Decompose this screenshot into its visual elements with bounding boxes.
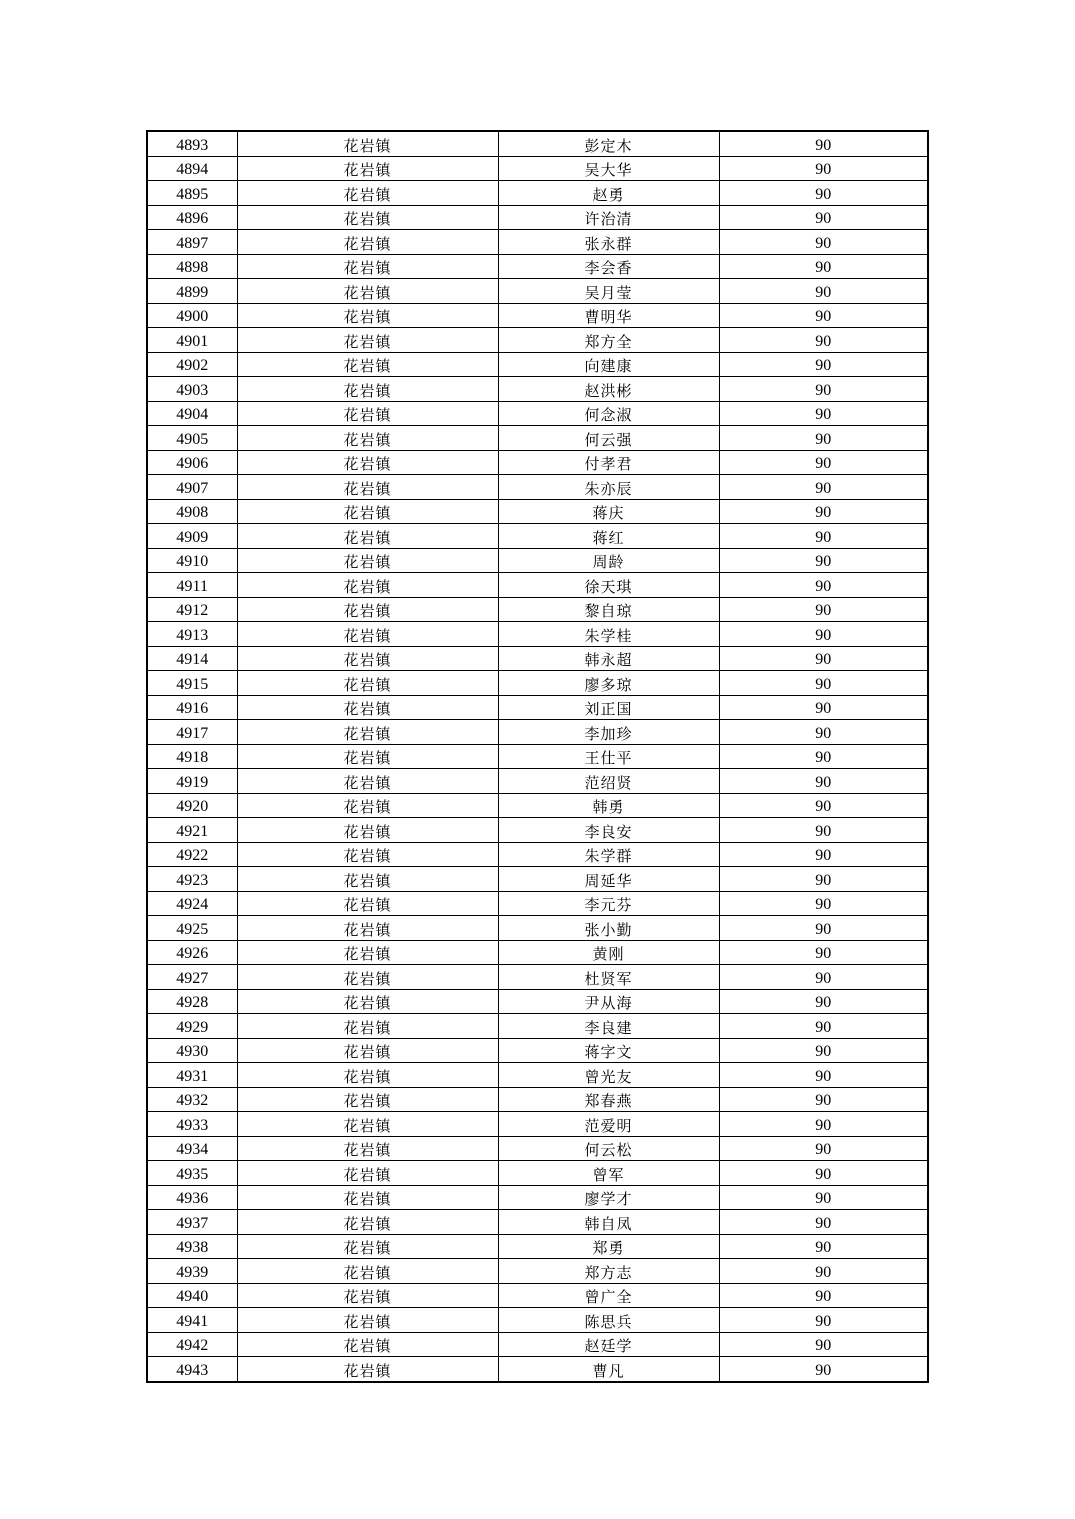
table-row (147, 573, 928, 598)
row-number-cell: 4913 (147, 622, 237, 647)
person-name-cell: 何云强 (498, 426, 719, 451)
table-row (147, 524, 928, 549)
row-number-cell: 4915 (147, 671, 237, 696)
table-row (147, 646, 928, 671)
town-cell: 花岩镇 (237, 401, 498, 426)
person-name-cell: 朱学桂 (498, 622, 719, 647)
score-cell: 90 (719, 842, 928, 867)
score-cell: 90 (719, 891, 928, 916)
person-name-cell: 李会香 (498, 254, 719, 279)
town-cell: 花岩镇 (237, 646, 498, 671)
table-row (147, 450, 928, 475)
row-number-cell: 4922 (147, 842, 237, 867)
town-cell: 花岩镇 (237, 426, 498, 451)
person-name-cell: 张永群 (498, 230, 719, 255)
town-cell: 花岩镇 (237, 1234, 498, 1259)
town-cell: 花岩镇 (237, 1332, 498, 1357)
person-name-cell: 付孝君 (498, 450, 719, 475)
person-name-cell: 周龄 (498, 548, 719, 573)
row-number-cell: 4930 (147, 1038, 237, 1063)
table-row (147, 1014, 928, 1039)
person-name-cell: 王仕平 (498, 744, 719, 769)
person-name-cell: 陈思兵 (498, 1308, 719, 1333)
score-cell: 90 (719, 181, 928, 206)
town-cell: 花岩镇 (237, 450, 498, 475)
row-number-cell: 4918 (147, 744, 237, 769)
town-cell: 花岩镇 (237, 1063, 498, 1088)
person-name-cell: 范爱明 (498, 1112, 719, 1137)
table-row (147, 744, 928, 769)
person-name-cell: 韩自凤 (498, 1210, 719, 1235)
town-cell: 花岩镇 (237, 181, 498, 206)
person-name-cell: 吴大华 (498, 156, 719, 181)
score-cell: 90 (719, 573, 928, 598)
score-cell: 90 (719, 622, 928, 647)
person-name-cell: 李加珍 (498, 720, 719, 745)
row-number-cell: 4895 (147, 181, 237, 206)
town-cell: 花岩镇 (237, 916, 498, 941)
table-row (147, 1357, 928, 1382)
table-row (147, 205, 928, 230)
town-cell: 花岩镇 (237, 475, 498, 500)
table-row (147, 230, 928, 255)
table-row (147, 1185, 928, 1210)
score-cell: 90 (719, 131, 928, 156)
row-number-cell: 4919 (147, 769, 237, 794)
score-cell: 90 (719, 450, 928, 475)
town-cell: 花岩镇 (237, 671, 498, 696)
score-cell: 90 (719, 867, 928, 892)
town-cell: 花岩镇 (237, 989, 498, 1014)
table-row (147, 793, 928, 818)
town-cell: 花岩镇 (237, 1357, 498, 1382)
row-number-cell: 4914 (147, 646, 237, 671)
table-row (147, 842, 928, 867)
score-cell: 90 (719, 1136, 928, 1161)
row-number-cell: 4942 (147, 1332, 237, 1357)
row-number-cell: 4931 (147, 1063, 237, 1088)
row-number-cell: 4940 (147, 1283, 237, 1308)
person-name-cell: 黎自琼 (498, 597, 719, 622)
person-name-cell: 郑方志 (498, 1259, 719, 1284)
table-row (147, 156, 928, 181)
town-cell: 花岩镇 (237, 1210, 498, 1235)
town-cell: 花岩镇 (237, 279, 498, 304)
person-name-cell: 尹从海 (498, 989, 719, 1014)
town-cell: 花岩镇 (237, 891, 498, 916)
score-cell: 90 (719, 744, 928, 769)
town-cell: 花岩镇 (237, 1308, 498, 1333)
score-cell: 90 (719, 671, 928, 696)
town-cell: 花岩镇 (237, 303, 498, 328)
score-cell: 90 (719, 1308, 928, 1333)
score-cell: 90 (719, 230, 928, 255)
town-cell: 花岩镇 (237, 720, 498, 745)
town-cell: 花岩镇 (237, 793, 498, 818)
town-cell: 花岩镇 (237, 1161, 498, 1186)
row-number-cell: 4907 (147, 475, 237, 500)
row-number-cell: 4924 (147, 891, 237, 916)
score-cell: 90 (719, 818, 928, 843)
person-name-cell: 赵廷学 (498, 1332, 719, 1357)
town-cell: 花岩镇 (237, 1087, 498, 1112)
person-name-cell: 廖多琼 (498, 671, 719, 696)
table-row (147, 328, 928, 353)
person-name-cell: 蒋红 (498, 524, 719, 549)
table-row (147, 867, 928, 892)
score-cell: 90 (719, 1234, 928, 1259)
row-number-cell: 4899 (147, 279, 237, 304)
table-row (147, 916, 928, 941)
town-cell: 花岩镇 (237, 328, 498, 353)
row-number-cell: 4905 (147, 426, 237, 451)
person-name-cell: 曾军 (498, 1161, 719, 1186)
row-number-cell: 4933 (147, 1112, 237, 1137)
table-row (147, 891, 928, 916)
person-name-cell: 曹明华 (498, 303, 719, 328)
row-number-cell: 4941 (147, 1308, 237, 1333)
person-name-cell: 杜贤军 (498, 965, 719, 990)
person-name-cell: 赵勇 (498, 181, 719, 206)
town-cell: 花岩镇 (237, 524, 498, 549)
person-name-cell: 刘正国 (498, 695, 719, 720)
table-row (147, 1332, 928, 1357)
person-name-cell: 赵洪彬 (498, 377, 719, 402)
row-number-cell: 4911 (147, 573, 237, 598)
roster-table-body (147, 131, 928, 1382)
score-cell: 90 (719, 793, 928, 818)
town-cell: 花岩镇 (237, 744, 498, 769)
town-cell: 花岩镇 (237, 695, 498, 720)
score-cell: 90 (719, 597, 928, 622)
table-row (147, 499, 928, 524)
person-name-cell: 徐天琪 (498, 573, 719, 598)
score-cell: 90 (719, 1210, 928, 1235)
table-row (147, 622, 928, 647)
row-number-cell: 4893 (147, 131, 237, 156)
table-row (147, 1161, 928, 1186)
score-cell: 90 (719, 965, 928, 990)
person-name-cell: 张小勤 (498, 916, 719, 941)
person-name-cell: 何云松 (498, 1136, 719, 1161)
table-row (147, 426, 928, 451)
table-row (147, 720, 928, 745)
row-number-cell: 4928 (147, 989, 237, 1014)
table-row (147, 671, 928, 696)
row-number-cell: 4938 (147, 1234, 237, 1259)
score-cell: 90 (719, 646, 928, 671)
town-cell: 花岩镇 (237, 597, 498, 622)
row-number-cell: 4934 (147, 1136, 237, 1161)
row-number-cell: 4926 (147, 940, 237, 965)
table-row (147, 377, 928, 402)
person-name-cell: 黄刚 (498, 940, 719, 965)
town-cell: 花岩镇 (237, 1259, 498, 1284)
table-row (147, 818, 928, 843)
table-row (147, 181, 928, 206)
person-name-cell: 曾广全 (498, 1283, 719, 1308)
person-name-cell: 蒋字文 (498, 1038, 719, 1063)
roster-table (146, 130, 929, 1383)
town-cell: 花岩镇 (237, 1283, 498, 1308)
person-name-cell: 范绍贤 (498, 769, 719, 794)
table-row (147, 940, 928, 965)
score-cell: 90 (719, 1038, 928, 1063)
score-cell: 90 (719, 352, 928, 377)
score-cell: 90 (719, 377, 928, 402)
row-number-cell: 4904 (147, 401, 237, 426)
row-number-cell: 4923 (147, 867, 237, 892)
table-row (147, 475, 928, 500)
score-cell: 90 (719, 254, 928, 279)
table-row (147, 989, 928, 1014)
row-number-cell: 4894 (147, 156, 237, 181)
row-number-cell: 4927 (147, 965, 237, 990)
town-cell: 花岩镇 (237, 842, 498, 867)
score-cell: 90 (719, 1357, 928, 1382)
score-cell: 90 (719, 475, 928, 500)
row-number-cell: 4937 (147, 1210, 237, 1235)
row-number-cell: 4921 (147, 818, 237, 843)
score-cell: 90 (719, 1087, 928, 1112)
row-number-cell: 4916 (147, 695, 237, 720)
town-cell: 花岩镇 (237, 352, 498, 377)
person-name-cell: 向建康 (498, 352, 719, 377)
town-cell: 花岩镇 (237, 205, 498, 230)
row-number-cell: 4910 (147, 548, 237, 573)
table-row (147, 597, 928, 622)
row-number-cell: 4912 (147, 597, 237, 622)
town-cell: 花岩镇 (237, 1185, 498, 1210)
table-row (147, 352, 928, 377)
score-cell: 90 (719, 279, 928, 304)
town-cell: 花岩镇 (237, 499, 498, 524)
table-row (147, 254, 928, 279)
score-cell: 90 (719, 940, 928, 965)
town-cell: 花岩镇 (237, 1038, 498, 1063)
table-row (147, 1210, 928, 1235)
row-number-cell: 4920 (147, 793, 237, 818)
town-cell: 花岩镇 (237, 1112, 498, 1137)
table-row (147, 1234, 928, 1259)
table-row (147, 1136, 928, 1161)
table-row (147, 695, 928, 720)
row-number-cell: 4906 (147, 450, 237, 475)
town-cell: 花岩镇 (237, 818, 498, 843)
row-number-cell: 4898 (147, 254, 237, 279)
score-cell: 90 (719, 524, 928, 549)
person-name-cell: 蒋庆 (498, 499, 719, 524)
town-cell: 花岩镇 (237, 769, 498, 794)
person-name-cell: 郑方全 (498, 328, 719, 353)
person-name-cell: 郑春燕 (498, 1087, 719, 1112)
town-cell: 花岩镇 (237, 940, 498, 965)
score-cell: 90 (719, 1161, 928, 1186)
table-row (147, 303, 928, 328)
row-number-cell: 4935 (147, 1161, 237, 1186)
town-cell: 花岩镇 (237, 1136, 498, 1161)
row-number-cell: 4939 (147, 1259, 237, 1284)
row-number-cell: 4908 (147, 499, 237, 524)
row-number-cell: 4925 (147, 916, 237, 941)
town-cell: 花岩镇 (237, 573, 498, 598)
score-cell: 90 (719, 303, 928, 328)
town-cell: 花岩镇 (237, 254, 498, 279)
person-name-cell: 韩勇 (498, 793, 719, 818)
person-name-cell: 曾光友 (498, 1063, 719, 1088)
table-row (147, 1112, 928, 1137)
town-cell: 花岩镇 (237, 867, 498, 892)
score-cell: 90 (719, 769, 928, 794)
score-cell: 90 (719, 1014, 928, 1039)
town-cell: 花岩镇 (237, 131, 498, 156)
table-row (147, 1308, 928, 1333)
table-row (147, 1283, 928, 1308)
person-name-cell: 许治清 (498, 205, 719, 230)
score-cell: 90 (719, 548, 928, 573)
score-cell: 90 (719, 989, 928, 1014)
town-cell: 花岩镇 (237, 548, 498, 573)
table-row (147, 1038, 928, 1063)
person-name-cell: 李良安 (498, 818, 719, 843)
person-name-cell: 彭定木 (498, 131, 719, 156)
row-number-cell: 4901 (147, 328, 237, 353)
row-number-cell: 4897 (147, 230, 237, 255)
table-row (147, 401, 928, 426)
score-cell: 90 (719, 1185, 928, 1210)
person-name-cell: 廖学才 (498, 1185, 719, 1210)
row-number-cell: 4896 (147, 205, 237, 230)
table-row (147, 965, 928, 990)
person-name-cell: 李良建 (498, 1014, 719, 1039)
town-cell: 花岩镇 (237, 156, 498, 181)
row-number-cell: 4917 (147, 720, 237, 745)
town-cell: 花岩镇 (237, 377, 498, 402)
row-number-cell: 4900 (147, 303, 237, 328)
score-cell: 90 (719, 328, 928, 353)
score-cell: 90 (719, 401, 928, 426)
row-number-cell: 4929 (147, 1014, 237, 1039)
row-number-cell: 4909 (147, 524, 237, 549)
score-cell: 90 (719, 1063, 928, 1088)
person-name-cell: 李元芬 (498, 891, 719, 916)
table-row (147, 1063, 928, 1088)
person-name-cell: 何念淑 (498, 401, 719, 426)
table-row (147, 769, 928, 794)
score-cell: 90 (719, 1259, 928, 1284)
score-cell: 90 (719, 720, 928, 745)
person-name-cell: 周延华 (498, 867, 719, 892)
score-cell: 90 (719, 1112, 928, 1137)
row-number-cell: 4932 (147, 1087, 237, 1112)
town-cell: 花岩镇 (237, 230, 498, 255)
row-number-cell: 4943 (147, 1357, 237, 1382)
table-row (147, 279, 928, 304)
row-number-cell: 4903 (147, 377, 237, 402)
table-row (147, 548, 928, 573)
score-cell: 90 (719, 499, 928, 524)
score-cell: 90 (719, 695, 928, 720)
person-name-cell: 吴月莹 (498, 279, 719, 304)
score-cell: 90 (719, 1283, 928, 1308)
table-row (147, 1087, 928, 1112)
row-number-cell: 4902 (147, 352, 237, 377)
person-name-cell: 朱学群 (498, 842, 719, 867)
town-cell: 花岩镇 (237, 1014, 498, 1039)
town-cell: 花岩镇 (237, 965, 498, 990)
town-cell: 花岩镇 (237, 622, 498, 647)
table-row (147, 1259, 928, 1284)
score-cell: 90 (719, 1332, 928, 1357)
person-name-cell: 韩永超 (498, 646, 719, 671)
score-cell: 90 (719, 156, 928, 181)
person-name-cell: 郑勇 (498, 1234, 719, 1259)
person-name-cell: 曹凡 (498, 1357, 719, 1382)
table-row (147, 131, 928, 156)
score-cell: 90 (719, 426, 928, 451)
person-name-cell: 朱亦辰 (498, 475, 719, 500)
score-cell: 90 (719, 205, 928, 230)
row-number-cell: 4936 (147, 1185, 237, 1210)
score-cell: 90 (719, 916, 928, 941)
